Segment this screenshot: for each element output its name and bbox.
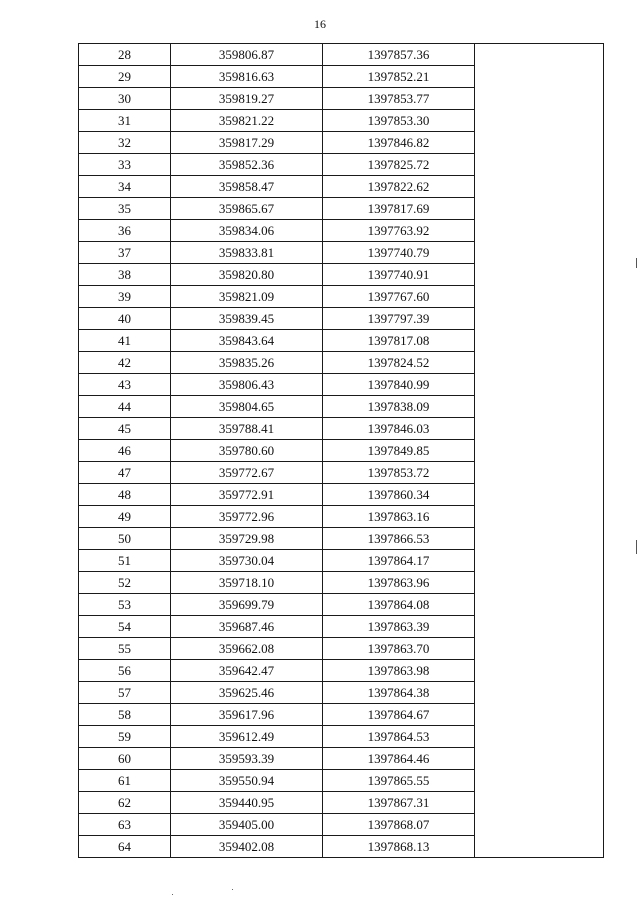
point-number-cell: 57 — [79, 682, 171, 704]
x-coordinate-cell: 359820.80 — [171, 264, 323, 286]
x-coordinate-cell: 359440.95 — [171, 792, 323, 814]
x-coordinate-cell: 359772.96 — [171, 506, 323, 528]
point-number-cell: 38 — [79, 264, 171, 286]
point-number-cell: 58 — [79, 704, 171, 726]
x-coordinate-cell: 359772.67 — [171, 462, 323, 484]
y-coordinate-cell: 1397840.99 — [323, 374, 475, 396]
x-coordinate-cell: 359819.27 — [171, 88, 323, 110]
y-coordinate-cell: 1397864.38 — [323, 682, 475, 704]
point-number-cell: 47 — [79, 462, 171, 484]
x-coordinate-cell: 359729.98 — [171, 528, 323, 550]
y-coordinate-cell: 1397822.62 — [323, 176, 475, 198]
point-number-cell: 63 — [79, 814, 171, 836]
point-number-cell: 50 — [79, 528, 171, 550]
point-number-cell: 28 — [79, 44, 171, 66]
point-number-cell: 48 — [79, 484, 171, 506]
point-number-cell: 64 — [79, 836, 171, 858]
y-coordinate-cell: 1397740.79 — [323, 242, 475, 264]
x-coordinate-cell: 359402.08 — [171, 836, 323, 858]
point-number-cell: 46 — [79, 440, 171, 462]
x-coordinate-cell: 359806.43 — [171, 374, 323, 396]
x-coordinate-cell: 359804.65 — [171, 396, 323, 418]
x-coordinate-cell: 359405.00 — [171, 814, 323, 836]
point-number-cell: 29 — [79, 66, 171, 88]
y-coordinate-cell: 1397853.30 — [323, 110, 475, 132]
x-coordinate-cell: 359833.81 — [171, 242, 323, 264]
scan-edge-mark — [636, 258, 637, 268]
y-coordinate-cell: 1397838.09 — [323, 396, 475, 418]
point-number-cell: 35 — [79, 198, 171, 220]
point-number-cell: 53 — [79, 594, 171, 616]
y-coordinate-cell: 1397866.53 — [323, 528, 475, 550]
y-coordinate-cell: 1397864.17 — [323, 550, 475, 572]
point-number-cell: 41 — [79, 330, 171, 352]
x-coordinate-cell: 359834.06 — [171, 220, 323, 242]
x-coordinate-cell: 359772.91 — [171, 484, 323, 506]
y-coordinate-cell: 1397853.77 — [323, 88, 475, 110]
x-coordinate-cell: 359780.60 — [171, 440, 323, 462]
x-coordinate-cell: 359730.04 — [171, 550, 323, 572]
x-coordinate-cell: 359612.49 — [171, 726, 323, 748]
point-number-cell: 55 — [79, 638, 171, 660]
x-coordinate-cell: 359617.96 — [171, 704, 323, 726]
x-coordinate-cell: 359806.87 — [171, 44, 323, 66]
x-coordinate-cell: 359550.94 — [171, 770, 323, 792]
y-coordinate-cell: 1397864.08 — [323, 594, 475, 616]
x-coordinate-cell: 359718.10 — [171, 572, 323, 594]
x-coordinate-cell: 359821.09 — [171, 286, 323, 308]
y-coordinate-cell: 1397853.72 — [323, 462, 475, 484]
coordinates-table — [78, 43, 604, 858]
y-coordinate-cell: 1397846.03 — [323, 418, 475, 440]
point-number-cell: 62 — [79, 792, 171, 814]
x-coordinate-cell: 359843.64 — [171, 330, 323, 352]
scan-dot — [232, 889, 233, 890]
y-coordinate-cell: 1397846.82 — [323, 132, 475, 154]
point-number-cell: 60 — [79, 748, 171, 770]
point-number-cell: 42 — [79, 352, 171, 374]
y-coordinate-cell: 1397740.91 — [323, 264, 475, 286]
y-coordinate-cell: 1397867.31 — [323, 792, 475, 814]
remark-cell — [475, 44, 604, 858]
x-coordinate-cell: 359821.22 — [171, 110, 323, 132]
y-coordinate-cell: 1397797.39 — [323, 308, 475, 330]
y-coordinate-cell: 1397852.21 — [323, 66, 475, 88]
scan-dot — [172, 894, 173, 895]
point-number-cell: 33 — [79, 154, 171, 176]
x-coordinate-cell: 359835.26 — [171, 352, 323, 374]
point-number-cell: 32 — [79, 132, 171, 154]
point-number-cell: 52 — [79, 572, 171, 594]
point-number-cell: 30 — [79, 88, 171, 110]
scan-edge-mark — [636, 540, 637, 554]
x-coordinate-cell: 359858.47 — [171, 176, 323, 198]
point-number-cell: 49 — [79, 506, 171, 528]
point-number-cell: 51 — [79, 550, 171, 572]
x-coordinate-cell: 359662.08 — [171, 638, 323, 660]
x-coordinate-cell: 359817.29 — [171, 132, 323, 154]
point-number-cell: 45 — [79, 418, 171, 440]
y-coordinate-cell: 1397863.96 — [323, 572, 475, 594]
x-coordinate-cell: 359788.41 — [171, 418, 323, 440]
y-coordinate-cell: 1397863.98 — [323, 660, 475, 682]
y-coordinate-cell: 1397849.85 — [323, 440, 475, 462]
point-number-cell: 40 — [79, 308, 171, 330]
table-row — [79, 44, 604, 66]
y-coordinate-cell: 1397864.67 — [323, 704, 475, 726]
y-coordinate-cell: 1397865.55 — [323, 770, 475, 792]
y-coordinate-cell: 1397868.13 — [323, 836, 475, 858]
y-coordinate-cell: 1397868.07 — [323, 814, 475, 836]
x-coordinate-cell: 359593.39 — [171, 748, 323, 770]
y-coordinate-cell: 1397817.08 — [323, 330, 475, 352]
point-number-cell: 37 — [79, 242, 171, 264]
y-coordinate-cell: 1397864.46 — [323, 748, 475, 770]
point-number-cell: 61 — [79, 770, 171, 792]
x-coordinate-cell: 359687.46 — [171, 616, 323, 638]
point-number-cell: 59 — [79, 726, 171, 748]
point-number-cell: 54 — [79, 616, 171, 638]
y-coordinate-cell: 1397857.36 — [323, 44, 475, 66]
y-coordinate-cell: 1397860.34 — [323, 484, 475, 506]
point-number-cell: 31 — [79, 110, 171, 132]
y-coordinate-cell: 1397763.92 — [323, 220, 475, 242]
point-number-cell: 44 — [79, 396, 171, 418]
y-coordinate-cell: 1397864.53 — [323, 726, 475, 748]
y-coordinate-cell: 1397825.72 — [323, 154, 475, 176]
x-coordinate-cell: 359642.47 — [171, 660, 323, 682]
x-coordinate-cell: 359865.67 — [171, 198, 323, 220]
x-coordinate-cell: 359816.63 — [171, 66, 323, 88]
x-coordinate-cell: 359852.36 — [171, 154, 323, 176]
point-number-cell: 36 — [79, 220, 171, 242]
point-number-cell: 34 — [79, 176, 171, 198]
point-number-cell: 56 — [79, 660, 171, 682]
page-number: 16 — [314, 17, 326, 31]
x-coordinate-cell: 359839.45 — [171, 308, 323, 330]
y-coordinate-cell: 1397863.70 — [323, 638, 475, 660]
x-coordinate-cell: 359625.46 — [171, 682, 323, 704]
y-coordinate-cell: 1397863.16 — [323, 506, 475, 528]
point-number-cell: 39 — [79, 286, 171, 308]
point-number-cell: 43 — [79, 374, 171, 396]
x-coordinate-cell: 359699.79 — [171, 594, 323, 616]
coordinates-table-body — [79, 44, 604, 858]
y-coordinate-cell: 1397767.60 — [323, 286, 475, 308]
y-coordinate-cell: 1397863.39 — [323, 616, 475, 638]
y-coordinate-cell: 1397824.52 — [323, 352, 475, 374]
y-coordinate-cell: 1397817.69 — [323, 198, 475, 220]
